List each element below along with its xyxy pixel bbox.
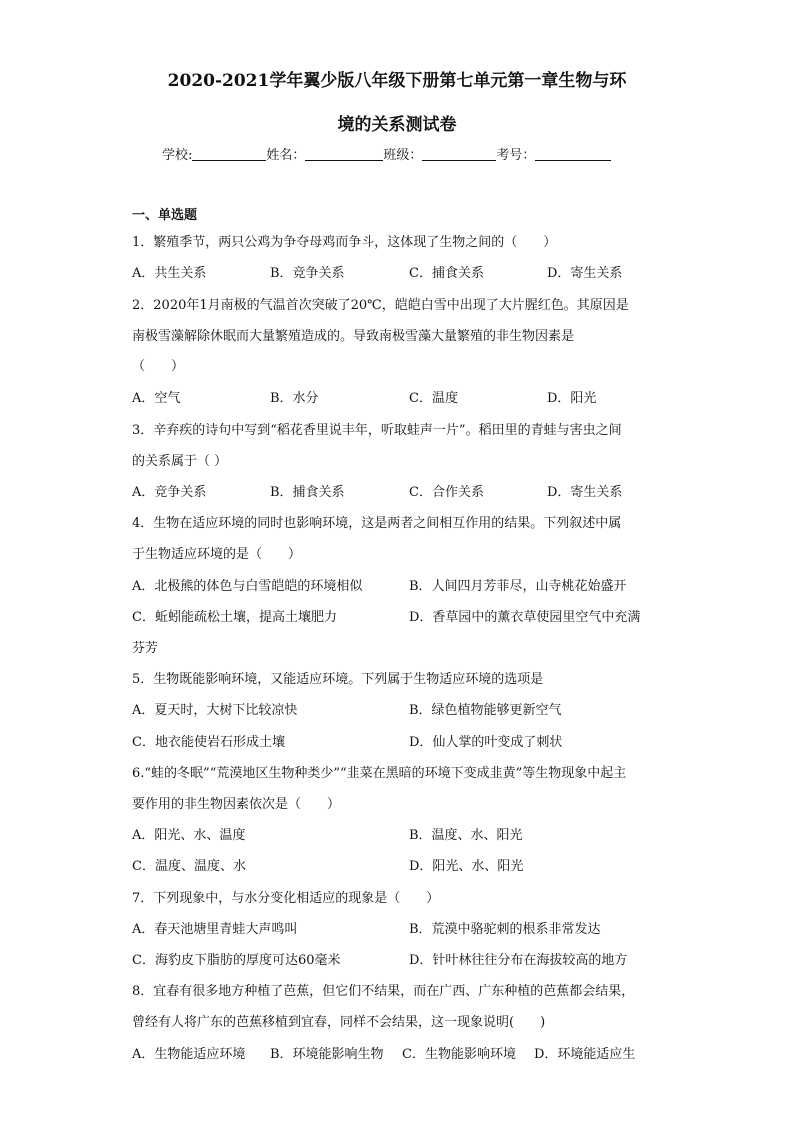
question-4-stem-line-2: 于生物适应环境的是（ ） <box>132 547 302 562</box>
exam-title-line-2: 境的关系测试卷 <box>337 115 457 135</box>
question-8-stem-line-1: 8．宜春有很多地方种植了芭蕉，但它们不结果，而在广西、广东种植的芭蕉都会结果， <box>132 984 635 999</box>
q6-option-a: A．阳光、水、温度 <box>132 828 246 843</box>
q5-option-c: C．地衣能使岩石形成土壤 <box>132 735 285 750</box>
question-6-stem-line-1: 6.“蛙的冬眠”“荒漠地区生物种类少”“韭菜在黑暗的环境下变成韭黄”等生物现象中起主 <box>132 766 627 781</box>
q2-option-c: C．温度 <box>409 391 458 406</box>
question-8-stem-line-2: 曾经有人将广东的芭蕉移植到宜春，同样不会结果，这一现象说明( ) <box>132 1015 546 1030</box>
q1-option-b: B．竞争关系 <box>270 266 345 281</box>
q3-option-c: C．合作关系 <box>409 485 484 500</box>
q1-option-d: D．寄生关系 <box>547 266 623 281</box>
question-7-stem: 7．下列现象中，与水分变化相适应的现象是（ ） <box>132 891 440 906</box>
question-2-stem-line-3: （ ） <box>132 359 185 374</box>
class-label: 班级： <box>383 148 423 163</box>
exam-title-line-1: 2020-2021学年翼少版八年级下册第七单元第一章生物与环 <box>167 71 627 91</box>
question-1-stem: 1．繁殖季节，两只公鸡为争夺母鸡而争斗，这体现了生物之间的（ ） <box>132 235 557 250</box>
question-3-stem-line-2: 的关系属于（ ） <box>132 454 228 469</box>
question-6-stem-line-2: 要作用的非生物因素依次是（ ） <box>132 797 341 812</box>
q3-option-d: D．寄生关系 <box>547 485 623 500</box>
q2-option-d: D．阳光 <box>547 391 597 406</box>
number-blank[interactable] <box>535 146 611 161</box>
q8-option-d: D．环境能适应生 <box>534 1047 636 1062</box>
q7-option-c: C．海豹皮下脂肪的厚度可达60毫米 <box>132 953 341 968</box>
q6-option-d: D．阳光、水、阳光 <box>409 859 524 874</box>
q1-option-c: C．捕食关系 <box>409 266 484 281</box>
q5-option-b: B．绿色植物能够更新空气 <box>409 703 562 718</box>
q4-option-a: A．北极熊的体色与白雪皑皑的环境相似 <box>132 579 363 594</box>
question-3-stem-line-1: 3．辛弃疾的诗句中写到“稻花香里说丰年，听取蛙声一片”。稻田里的青蛙与害虫之间 <box>132 423 622 438</box>
q5-option-a: A．夏天时，大树下比较凉快 <box>132 703 298 718</box>
q6-option-b: B．温度、水、阳光 <box>409 828 523 843</box>
q4-option-b: B．人间四月芳菲尽，山寺桃花始盛开 <box>409 579 627 594</box>
q2-option-b: B．水分 <box>270 391 319 406</box>
question-4-stem-line-1: 4．生物在适应环境的同时也影响环境，这是两者之间相互作用的结果。下列叙述中属 <box>132 516 622 531</box>
q1-option-a: A．共生关系 <box>132 266 207 281</box>
school-blank[interactable] <box>192 146 266 161</box>
q4-option-d-line-1: D．香草园中的薰衣草使园里空气中充满 <box>409 610 641 625</box>
q8-option-a: A．生物能适应环境 <box>132 1047 246 1062</box>
q8-option-b: B．环境能影响生物 <box>270 1047 384 1062</box>
student-info-row <box>162 146 611 165</box>
name-blank[interactable] <box>305 146 383 161</box>
class-blank[interactable] <box>422 146 496 161</box>
q8-option-c: C．生物能影响环境 <box>402 1047 516 1062</box>
q7-option-b: B．荒漠中骆驼刺的根系非常发达 <box>409 922 601 937</box>
q3-option-b: B．捕食关系 <box>270 485 345 500</box>
q7-option-a: A．春天池塘里青蛙大声鸣叫 <box>132 922 298 937</box>
school-label: 学校: <box>162 148 193 163</box>
q5-option-d: D．仙人掌的叶变成了刺状 <box>409 735 563 750</box>
q7-option-d: D．针叶林往往分布在海拔较高的地方 <box>409 953 628 968</box>
question-5-stem: 5．生物既能影响环境，又能适应环境。下列属于生物适应环境的选项是 <box>132 672 544 687</box>
number-label: 考号： <box>496 148 536 163</box>
name-label: 姓名： <box>266 148 306 163</box>
question-2-stem-line-1: 2．2020年1月南极的气温首次突破了20℃，皑皑白雪中出现了大片腥红色。其原因是 <box>132 298 629 313</box>
q2-option-a: A．空气 <box>132 391 181 406</box>
question-2-stem-line-2: 南极雪藻解除休眠而大量繁殖造成的。导致南极雪藻大量繁殖的非生物因素是 <box>132 329 575 344</box>
q3-option-a: A．竞争关系 <box>132 485 207 500</box>
q4-option-c: C．蚯蚓能疏松土壤，提高土壤肥力 <box>132 610 337 625</box>
q6-option-c: C．温度、温度、水 <box>132 859 246 874</box>
q4-option-d-line-2: 芬芳 <box>132 641 159 656</box>
section-title: 一、单选题 <box>132 208 198 223</box>
